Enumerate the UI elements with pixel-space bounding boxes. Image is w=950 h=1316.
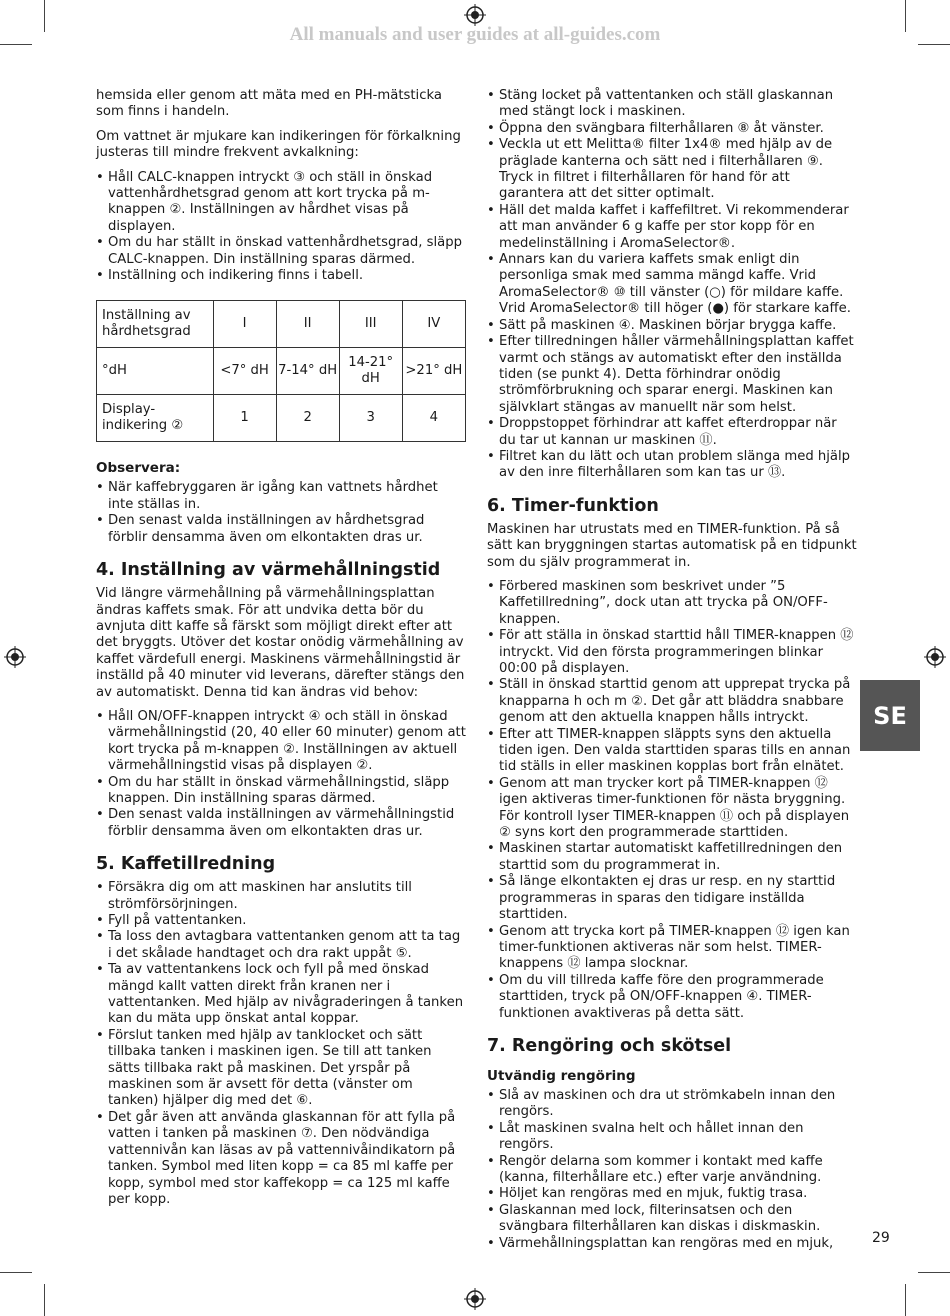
crop-mark bbox=[905, 1284, 906, 1316]
section-heading: 6. Timer-funktion bbox=[487, 495, 659, 516]
list-item: • Inställning och indikering finns i tabell. bbox=[96, 268, 466, 284]
table-cell: 7-14° dH bbox=[276, 348, 339, 395]
watermark: All manuals and user guides at all-guides.com bbox=[289, 24, 661, 45]
list-item: • Ta loss den avtagbara vattentanken genom att ta tag i det skålade handtaget och dra rakt uppåt ⑤. bbox=[96, 929, 466, 962]
list-item: • Det går även att använda glaskannan för att fylla på vatten i tanken på maskinen ⑦. Den nödvändiga vattennivån kan läsas av på vattennivåindikatorn på tanken. Symbol med liten kopp = ca 85 ml kaffe per kopp, symbol med stor kaffekopp = ca 125 ml kaffe per kopp. bbox=[96, 1110, 466, 1208]
list-item: • Genom att man trycker kort på TIMER-knappen ⑫ igen aktiveras timer-funktionen för nästa bryggning. För kontroll lyser TIMER-knappen ⑪ och på displayen ② syns kort den programmerade starttiden. bbox=[487, 776, 857, 842]
list-item: • Sätt på maskinen ④. Maskinen börjar brygga kaffe. bbox=[487, 318, 857, 334]
paragraph: Om vattnet är mjukare kan indikeringen för förkalkning justeras till mindre frekvent avkalkning: bbox=[96, 128, 461, 161]
list-item: • Stäng locket på vattentanken och ställ glaskannan med stängt lock i maskinen. bbox=[487, 88, 857, 121]
list-item: • Annars kan du variera kaffets smak enligt din personliga smak med samma mängd kaffe. Vrid AromaSelector® ⑩ till vänster (○) för mildare kaffe. Vrid AromaSelector® till höger (●) för starkare kaffe. bbox=[487, 252, 857, 318]
list-item: • Genom att trycka kort på TIMER-knappen ⑫ igen kan timer-funktionen aktiveras när som helst. TIMER-knappens ⑫ lampa slocknar. bbox=[487, 924, 857, 973]
table-row bbox=[97, 348, 466, 395]
list-item: • Låt maskinen svalna helt och hållet innan den rengörs. bbox=[487, 1121, 857, 1154]
list-item: • Den senast valda inställningen av hårdhetsgrad förblir densamma även om elkontakten dras ur. bbox=[96, 513, 466, 546]
list-item: • Ta av vattentankens lock och fyll på med önskad mängd kallt vatten direkt från kranen ner i vattentanken. Med hjälp av nivågraderingen å tanken kan du mäta upp önskat antal koppar. bbox=[96, 962, 466, 1028]
crop-mark bbox=[918, 1272, 950, 1273]
crop-mark bbox=[44, 1284, 45, 1316]
observe-heading: Observera: bbox=[96, 460, 181, 477]
right-column bbox=[487, 88, 857, 1260]
hardness-table bbox=[96, 300, 466, 442]
registration-mark-icon bbox=[924, 646, 946, 668]
list-item: • Fyll på vattentanken. bbox=[96, 913, 466, 929]
crop-mark bbox=[0, 1272, 32, 1273]
list-item: • Om du har ställt in önskad värmehållningstid, släpp knappen. Din inställning sparas därmed. bbox=[96, 775, 466, 808]
registration-mark-icon bbox=[464, 1288, 486, 1310]
bullet-list bbox=[96, 880, 466, 1208]
list-item: • Om du vill tillreda kaffe före den programmerade starttiden, tryck på ON/OFF-knappen ④. TIMER-funktionen avaktiveras på detta sätt. bbox=[487, 973, 857, 1022]
language-tab: SE bbox=[860, 680, 920, 751]
table-cell: IV bbox=[402, 301, 465, 348]
table-cell: 4 bbox=[402, 395, 465, 442]
list-item: • Håll ON/OFF-knappen intryckt ④ och ställ in önskad värmehållningstid (20, 40 eller 60 minuter) genom att kort trycka på m-knappen ②. Inställningen av aktuell värmehållningstid visas på displayen ②. bbox=[96, 709, 466, 775]
table-cell: 3 bbox=[339, 395, 402, 442]
section-heading: 5. Kaffetillredning bbox=[96, 854, 276, 875]
paragraph: hemsida eller genom att mäta med en PH-mätsticka som finns i handeln. bbox=[96, 88, 442, 120]
list-item: • Om du har ställt in önskad vattenhårdhetsgrad, släpp CALC-knappen. Din inställning sparas därmed. bbox=[96, 235, 466, 268]
list-item: • Förslut tanken med hjälp av tanklocket och sätt tillbaka tanken i maskinen igen. Se till att tanken sätts tillbaka rakt på maskinen. Det yrspår på maskinen som är avsett för detta (vänster om tanken) hjälper dig med det ⑥. bbox=[96, 1028, 466, 1110]
table-cell: II bbox=[276, 301, 339, 348]
table-cell: I bbox=[213, 301, 276, 348]
list-item: • Förbered maskinen som beskrivet under ”5 Kaffetillredning”, dock utan att trycka på ON/OFF-knappen. bbox=[487, 579, 857, 628]
table-cell: °dH bbox=[97, 348, 214, 395]
bullet-list bbox=[487, 1088, 857, 1252]
table-cell: III bbox=[339, 301, 402, 348]
list-item: • För att ställa in önskad starttid håll TIMER-knappen ⑫ intryckt. Vid den första programmeringen blinkar 00:00 på displayen. bbox=[487, 628, 857, 677]
list-item: • Slå av maskinen och dra ut strömkabeln innan den rengörs. bbox=[487, 1088, 857, 1121]
list-item: • Höljet kan rengöras med en mjuk, fuktig trasa. bbox=[487, 1186, 857, 1202]
list-item: • Efter att TIMER-knappen släppts syns den aktuella tiden igen. Den valda starttiden sparas tills en annan tid ställs in eller maskinen kopplas bort från elnätet. bbox=[487, 727, 857, 776]
paragraph: Maskinen har utrustats med en TIMER-funktion. På så sätt kan bryggningen startas automatisk på en tidpunkt som du själv programmerat in. bbox=[487, 521, 857, 570]
list-item: • Värmehållningsplattan kan rengöras med en mjuk, bbox=[487, 1236, 857, 1252]
list-item: • Håll CALC-knappen intryckt ③ och ställ in önskad vattenhårdhetsgrad genom att kort trycka på m-knappen ②. Inställningen av hårdhet visas på displayen. bbox=[96, 170, 466, 236]
table-cell: >21° dH bbox=[402, 348, 465, 395]
list-item: • Filtret kan du lätt och utan problem slänga med hjälp av den inre filterhållaren som kan tas ur ⑬. bbox=[487, 449, 857, 482]
table-cell: 2 bbox=[276, 395, 339, 442]
section-heading: 4. Inställning av värmehållningstid bbox=[96, 560, 441, 581]
list-item: • Efter tillredningen håller värmehållningsplattan kaffet varmt och stängs av automatiskt efter den inställda tiden (se punkt 4). Detta förhindrar onödig strömförbrukning och sparar energi. Maskinen kan självklart stängas av manuellt när som helst. bbox=[487, 334, 857, 416]
list-item: • Häll det malda kaffet i kaffefiltret. Vi rekommenderar att man använder 6 g kaffe per stor kopp för en medelinställning i AromaSelector®. bbox=[487, 203, 857, 252]
table-row bbox=[97, 395, 466, 442]
list-item: • Försäkra dig om att maskinen har anslutits till strömförsörjningen. bbox=[96, 880, 466, 913]
list-item: • Veckla ut ett Melitta® filter 1x4® med hjälp av de präglade kanterna och sätt ned i filterhållaren ⑨. Tryck in filtret i filterhållaren för hand för att garantera att det sitter optimalt. bbox=[487, 137, 857, 203]
table-cell: 1 bbox=[213, 395, 276, 442]
table-row bbox=[97, 301, 466, 348]
list-item: • Den senast valda inställningen av värmehållningstid förblir densamma även om elkontakten dras ur. bbox=[96, 807, 466, 840]
table-cell: Display-indikering ② bbox=[97, 395, 214, 442]
list-item: • Rengör delarna som kommer i kontakt med kaffe (kanna, filterhållare etc.) efter varje användning. bbox=[487, 1154, 857, 1187]
list-item: • Ställ in önskad starttid genom att upprepat trycka på knapparna h och m ②. Det går att bläddra snabbare genom att den aktuella knappen hålls intryckt. bbox=[487, 677, 857, 726]
registration-mark-icon bbox=[4, 646, 26, 668]
section-heading: 7. Rengöring och skötsel bbox=[487, 1035, 732, 1056]
paragraph: Vid längre värmehållning på värmehållningsplattan ändras kaffets smak. För att undvika detta bör du avnjuta ditt kaffe så färskt som möjligt direkt efter att det bryggts. Utöver det kostar onödig värmehållning av kaffet värdefull energi. Maskinens värmehållningstid är inställd på 40 minuter vid leverans, därefter stängs den av automatiskt. Denna tid kan ändras vid behov: bbox=[96, 586, 465, 700]
registration-mark-icon bbox=[464, 4, 486, 26]
subsection-heading: Utvändig rengöring bbox=[487, 1067, 636, 1084]
table-cell: Inställning av hårdhetsgrad bbox=[97, 301, 214, 348]
bullet-list bbox=[487, 579, 857, 1022]
list-item: • När kaffebryggaren är igång kan vattnets hårdhet inte ställas in. bbox=[96, 480, 466, 513]
table-cell: <7° dH bbox=[213, 348, 276, 395]
bullet-list bbox=[96, 709, 466, 840]
list-item: • Glaskannan med lock, filterinsatsen och den svängbara filterhållaren kan diskas i diskmaskin. bbox=[487, 1203, 857, 1236]
bullet-list bbox=[96, 170, 466, 285]
list-item: • Så länge elkontakten ej dras ur resp. en ny starttid programmeras in sparas den tidigare inställda starttiden. bbox=[487, 874, 857, 923]
list-item: • Öppna den svängbara filterhållaren ⑧ åt vänster. bbox=[487, 121, 857, 137]
left-column bbox=[96, 88, 466, 1216]
bullet-list bbox=[487, 88, 857, 482]
list-item: • Droppstoppet förhindrar att kaffet efterdroppar när du tar ut kannan ur maskinen ⑪. bbox=[487, 416, 857, 449]
bullet-list bbox=[96, 480, 466, 546]
table-cell: 14-21° dH bbox=[339, 348, 402, 395]
list-item: • Maskinen startar automatiskt kaffetillredningen den starttid som du programmerat in. bbox=[487, 841, 857, 874]
page-number: 29 bbox=[872, 1230, 890, 1246]
